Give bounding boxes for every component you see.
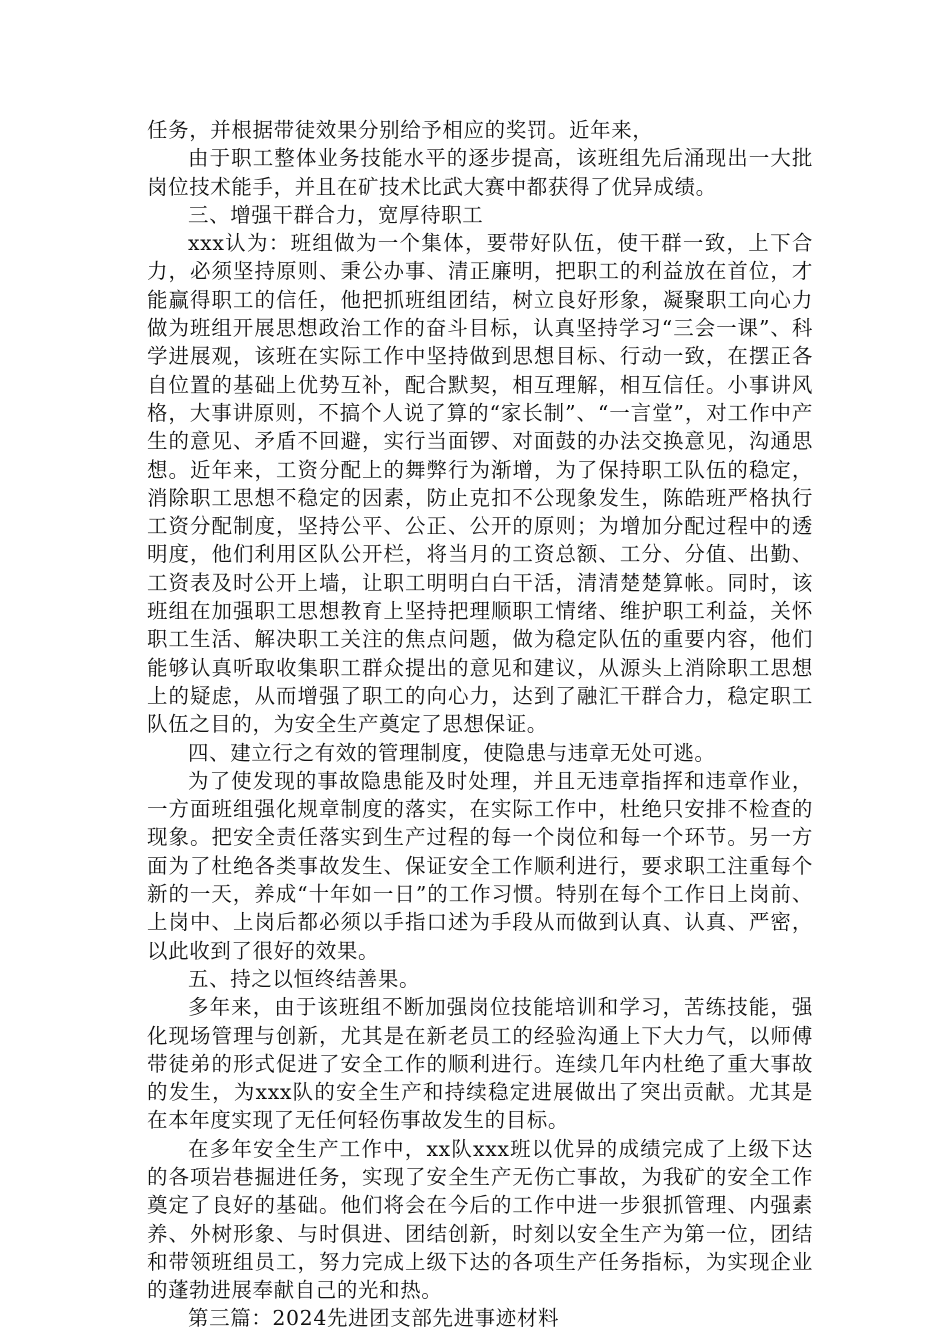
paragraph-conclusion: 在多年安全生产工作中，xx队xxx班以优异的成绩完成了上级下达的各项岩巷掘进任务，实现了安全生产无伤亡事故，为我矿的安全工作奠定了良好的基础。他们将会在今后的工作中进一步狠抓管理、内强素养、外树形象、与时俱进、团结创新，时刻以安全生产为第一位，团结和带领班组员工，努力完成上级下达的各项生产任务指标，为实现企业的蓬勃进展奉献自己的光和热。 — [147, 1136, 813, 1303]
paragraph-team-unity: xxx认为：班组做为一个集体，要带好队伍，使干群一致，上下合力，必须坚持原则、秉公办事、清正廉明，把职工的利益放在首位，才能赢得职工的信任，他把抓班组团结，树立良好形象，凝聚职工向心力做为班组开展思想政治工作的奋斗目标，认真坚持学习“三会一课”、科学进展观，该班在实际工作中坚持做到思想目标、行动一致，在摆正各自位置的基础上优势互补，配合默契，相互理解，相互信任。小事讲风格，大事讲原则，不搞个人说了算的“家长制”、“一言堂”，对工作中产生的意见、矛盾不回避，实行当面锣、对面鼓的办法交换意见，沟通思想。近年来，工资分配上的舞弊行为渐增，为了保持职工队伍的稳定，消除职工思想不稳定的因素，防止克扣不公现象发生，陈皓班严格执行工资分配制度，坚持公平、公正、公开的原则；为增加分配过程中的透明度，他们利用区队公开栏，将当月的工资总额、工分、分值、出勤、工资表及时公开上墙，让职工明明白白干活，清清楚楚算帐。同时，该班组在加强职工思想教育上坚持把理顺职工情绪、维护职工利益，关怀职工生活、解决职工关注的焦点问题，做为稳定队伍的重要内容，他们能够认真听取收集职工群众提出的意见和建议，从源头上消除职工思想上的疑虑，从而增强了职工的向心力，达到了融汇干群合力，稳定职工队伍之目的，为安全生产奠定了思想保证。 — [147, 231, 813, 737]
paragraph-skill-improvement: 由于职工整体业务技能水平的逐步提高，该班组先后涌现出一大批岗位技术能手，并且在矿技术比武大赛中都获得了优异成绩。 — [147, 146, 813, 199]
paragraph-achievements: 多年来，由于该班组不断加强岗位技能培训和学习，苦练技能，强化现场管理与创新，尤其是在新老员工的经验沟通上下大力气，以师傅带徒弟的形式促进了安全工作的顺利进行。连续几年内杜绝了重大事故的发生，为xxx队的安全生产和持续稳定进展做出了突出贡献。尤其是在本年度实现了无任何轻伤事故发生的目标。 — [147, 995, 813, 1133]
section-heading-three: 三、增强干群合力，宽厚待职工 — [188, 202, 484, 227]
paragraph-management-system: 为了使发现的事故隐患能及时处理，并且无违章指挥和违章作业，一方面班组强化规章制度的落实，在实际工作中，杜绝只安排不检查的现象。把安全责任落实到生产过程的每一个岗位和每一个环节。另一方面为了杜绝各类事故发生、保证安全工作顺利进行，要求职工注重每个新的一天，养成“十年如一日”的工作习惯。特别在每个工作日上岗前、上岗中、上岗后都必须以手指口述为手段从而做到认真、认真、严密，以此收到了很好的效果。 — [147, 768, 813, 963]
section-heading-five: 五、持之以恒终结善果。 — [188, 966, 421, 991]
document-body — [147, 116, 813, 1333]
next-chapter-title: 第三篇：2024先进团支部先进事迹材料 — [188, 1306, 560, 1331]
section-heading-four: 四、建立行之有效的管理制度，使隐患与违章无处可逃。 — [188, 740, 716, 765]
paragraph-continuation: 任务，并根据带徒效果分别给予相应的奖罚。近年来， — [147, 118, 654, 142]
